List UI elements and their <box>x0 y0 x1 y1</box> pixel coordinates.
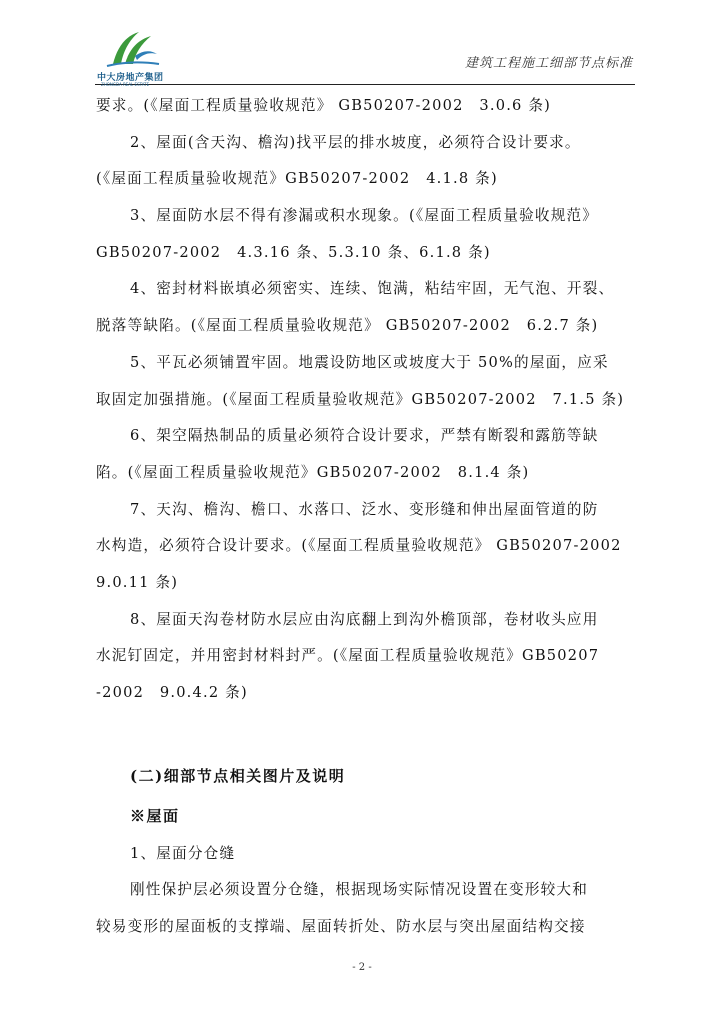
logo-subtext: ZHONGDA REAL ESTATE <box>101 82 150 87</box>
text-line: 取固定加强措施。(《屋面工程质量验收规范》GB50207-2002 7.1.5 条) <box>96 390 625 408</box>
logo-mark-icon <box>95 28 165 70</box>
text-line: 9.0.11 条) <box>96 573 179 591</box>
sub-heading: ※屋面 <box>130 806 180 825</box>
text-line: 7、天沟、檐沟、檐口、水落口、泛水、变形缝和伸出屋面管道的防 <box>130 500 599 518</box>
document-body <box>96 88 632 946</box>
text-line: 3、屋面防水层不得有渗漏或积水现象。(《屋面工程质量验收规范》 <box>130 207 599 225</box>
text-line: 脱落等缺陷。(《屋面工程质量验收规范》 GB50207-2002 6.2.7 条) <box>96 317 599 335</box>
text-line: 陷。(《屋面工程质量验收规范》GB50207-2002 8.1.4 条) <box>96 463 530 481</box>
text-line: 要求。(《屋面工程质量验收规范》 GB50207-2002 3.0.6 条) <box>96 97 552 114</box>
text-line: 水泥钉固定，并用密封材料封严。(《屋面工程质量验收规范》GB50207 <box>96 647 600 665</box>
text-line: 刚性保护层必须设置分仓缝，根据现场实际情况设置在变形较大和 <box>130 881 589 899</box>
page-number: - 2 - <box>352 962 372 973</box>
text-line: -2002 9.0.4.2 条) <box>96 684 248 701</box>
page-header <box>95 22 635 85</box>
text-line: 6、架空隔热制品的质量必须符合设计要求，严禁有断裂和露筋等缺 <box>130 427 599 445</box>
text-line: 较易变形的屋面板的支撑端、屋面转折处、防水层与突出屋面结构交接 <box>96 918 586 936</box>
logo-text: 中大房地产集团 <box>97 73 164 83</box>
spacer <box>96 712 632 756</box>
text-line: 1、屋面分仓缝 <box>130 844 236 862</box>
text-line: 8、屋面天沟卷材防水层应由沟底翻上到沟外檐顶部，卷材收头应用 <box>130 610 599 628</box>
header-title: 建筑工程施工细部节点标准 <box>464 56 633 71</box>
text-line: GB50207-2002 4.3.16 条、5.3.10 条、6.1.8 条) <box>96 243 491 261</box>
text-line: 水构造，必须符合设计要求。(《屋面工程质量验收规范》 GB50207-2002 <box>96 537 622 555</box>
section-heading: (二)细部节点相关图片及说明 <box>130 766 346 785</box>
text-line: 4、密封材料嵌填必须密实、连续、饱满，粘结牢固，无气泡、开裂、 <box>130 280 615 298</box>
text-line: 2、屋面(含天沟、檐沟)找平层的排水坡度，必须符合设计要求。 <box>130 133 581 151</box>
company-logo <box>95 28 175 87</box>
text-line: 5、平瓦必须铺置牢固。地震设防地区或坡度大于 50%的屋面，应采 <box>130 353 609 371</box>
text-line: (《屋面工程质量验收规范》GB50207-2002 4.1.8 条) <box>96 170 498 188</box>
